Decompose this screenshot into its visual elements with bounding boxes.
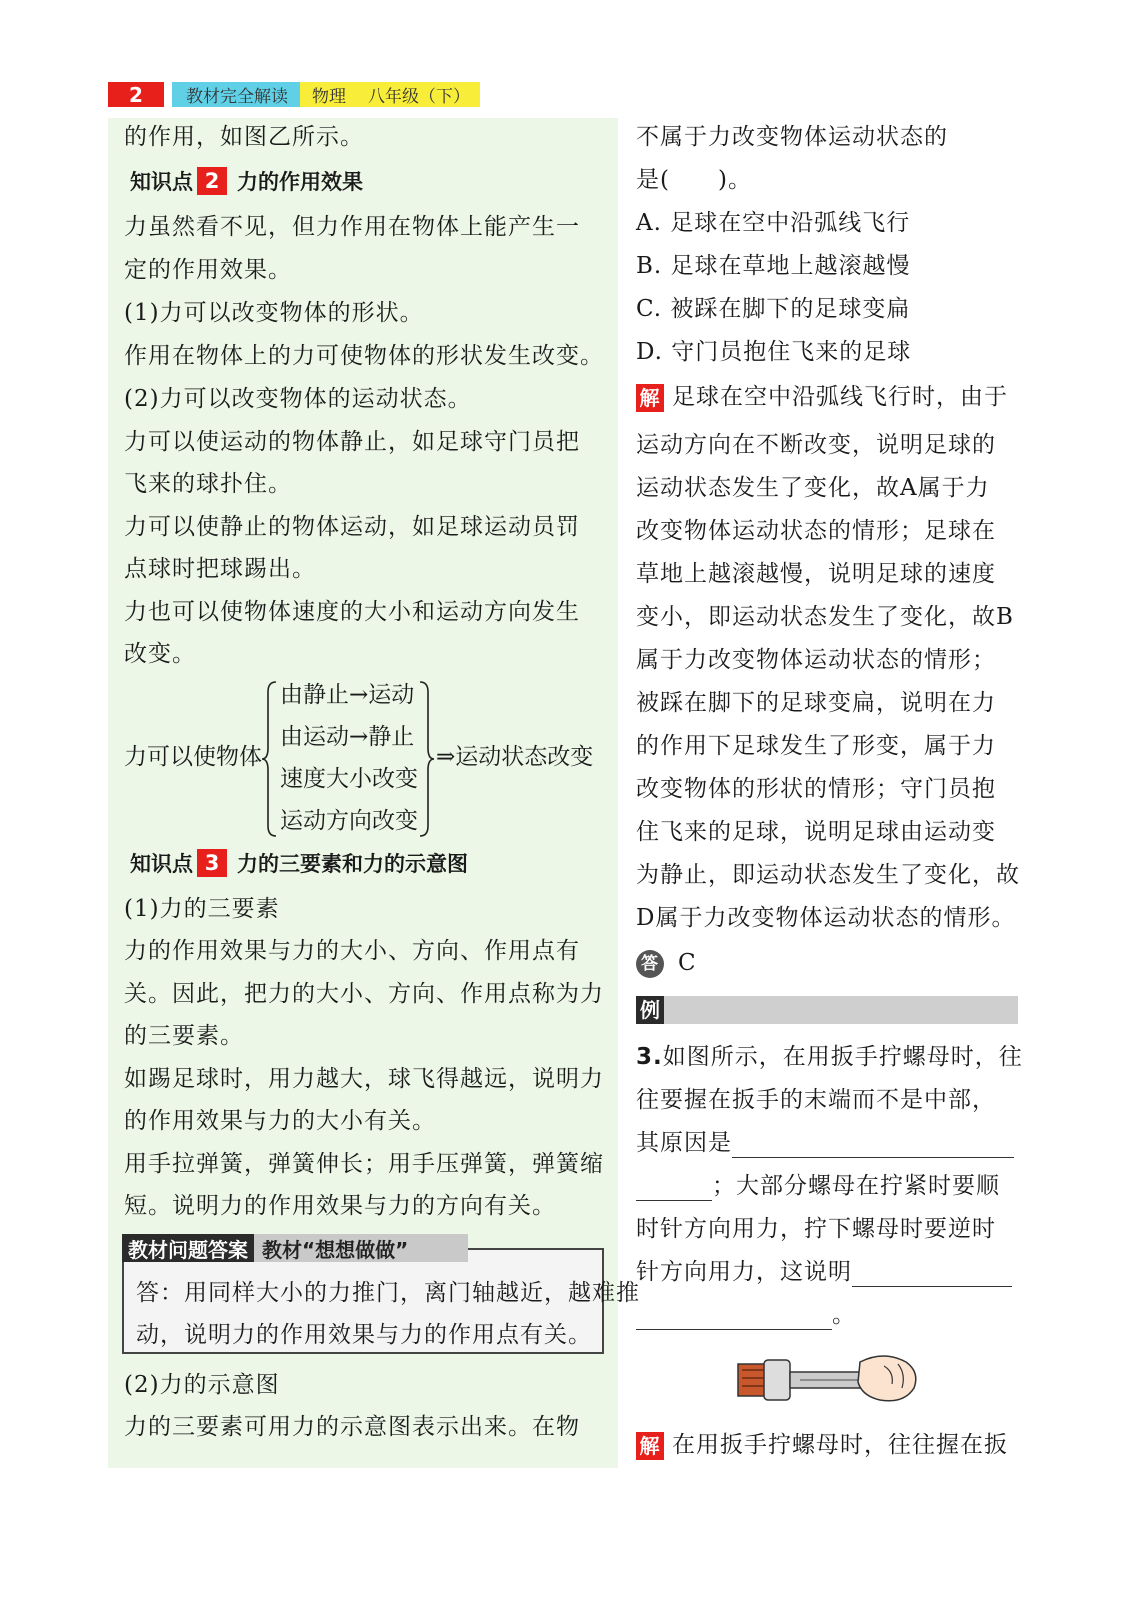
continuation-line: 的作用，如图乙所示。	[124, 124, 364, 150]
diagram-item: 由运动→静止	[280, 724, 415, 750]
diagram-item: 运动方向改变	[280, 808, 418, 834]
solution-line	[636, 382, 1008, 412]
book-title: 教材完全解读	[172, 82, 300, 107]
solution-text: 足球在空中沿弧线飞行时，由于	[672, 384, 1008, 410]
brace-diagram	[124, 680, 614, 838]
text-line: 的三要素。	[124, 1023, 244, 1049]
text-line: 改变。	[124, 641, 196, 667]
solution-line: 被踩在脚下的足球变扁，说明在力	[636, 690, 996, 716]
q3-number: 3.	[636, 1044, 663, 1070]
answer-text-line: 答：用同样大小的力推门，离门轴越近，越难推	[136, 1280, 640, 1306]
q3-line	[636, 1128, 1014, 1158]
right-column	[634, 118, 1023, 1468]
q3-text: ；大部分螺母在拧紧时要顺	[712, 1173, 1000, 1199]
text-line: 用手拉弹簧，弹簧伸长；用手压弹簧，弹簧缩	[124, 1151, 604, 1177]
text-line: 的作用效果与力的大小有关。	[124, 1108, 436, 1134]
text-line: (1)力可以改变物体的形状。	[124, 300, 424, 326]
solution-line: 的作用下足球发生了形变，属于力	[636, 733, 996, 759]
answer-box-subtitle: 教材“想想做做”	[254, 1234, 468, 1262]
question-line: 是( )。	[636, 167, 752, 193]
answer-box-label: 教材问题答案	[122, 1234, 254, 1262]
solution-line: 运动状态发生了变化，故A属于力	[636, 475, 990, 501]
example-bar	[636, 996, 1018, 1024]
kp-title: 力的三要素和力的示意图	[237, 852, 468, 876]
left-column	[108, 118, 640, 1468]
q3-line	[636, 1257, 1012, 1287]
answer-box-tag	[122, 1234, 468, 1262]
text-line: 力也可以使物体速度的大小和运动方向发生	[124, 599, 580, 625]
text-line: 飞来的球扑住。	[124, 471, 292, 497]
text-line: 力虽然看不见，但力作用在物体上能产生一	[124, 214, 580, 240]
question-line: 不属于力改变物体运动状态的	[636, 124, 948, 150]
solution-line: 运动方向在不断改变，说明足球的	[636, 432, 996, 458]
solution-line: 改变物体的形状的情形；守门员抱	[636, 776, 996, 802]
answer-badge: 答	[636, 950, 664, 978]
answer-blank-1-cont[interactable]	[636, 1178, 712, 1201]
text-line: (2)力的示意图	[124, 1372, 280, 1398]
text-line: 定的作用效果。	[124, 257, 292, 283]
answer-value: C	[678, 950, 697, 976]
solution-line: 属于力改变物体运动状态的情形；	[636, 647, 996, 673]
q3-line	[636, 1300, 856, 1330]
solution-line: 草地上越滚越慢，说明足球的速度	[636, 561, 996, 587]
answer-blank-1[interactable]	[732, 1135, 1014, 1158]
answer-text-line: 动，说明力的作用效果与力的作用点有关。	[136, 1322, 592, 1348]
grade: 八年级（下）	[368, 87, 470, 107]
text-line: 点球时把球踢出。	[124, 556, 316, 582]
q3-line	[636, 1042, 1023, 1072]
text-line: 如踢足球时，用力越大，球飞得越远，说明力	[124, 1066, 604, 1092]
text-line: (2)力可以改变物体的运动状态。	[124, 386, 472, 412]
text-line: 关。因此，把力的大小、方向、作用点称为力	[124, 981, 604, 1007]
diagram-item: 由静止→运动	[280, 682, 415, 708]
q3-text: 针方向用力，这说明	[636, 1259, 852, 1285]
solution2-text: 在用扳手拧螺母时，往往握在扳	[672, 1432, 1008, 1458]
knowledge-point-2-heading	[130, 166, 363, 196]
solution-line: 改变物体运动状态的情形；足球在	[636, 518, 996, 544]
solution2-line	[636, 1430, 1008, 1460]
kp-title: 力的作用效果	[237, 170, 363, 194]
kp-number: 3	[197, 849, 227, 877]
solution2-badge: 解	[636, 1432, 664, 1460]
answer-line	[636, 948, 697, 978]
right-brace-icon	[418, 680, 436, 838]
option-b: B. 足球在草地上越滚越慢	[636, 253, 911, 279]
subject-grade	[300, 82, 480, 107]
answer-blank-2[interactable]	[852, 1264, 1012, 1287]
text-line: (1)力的三要素	[124, 896, 280, 922]
text-line: 力的三要素可用力的示意图表示出来。在物	[124, 1414, 580, 1440]
q3-line	[636, 1171, 1000, 1201]
solution-badge: 解	[636, 384, 664, 412]
kp-label: 知识点	[130, 170, 193, 194]
diagram-left-label: 力可以使物体	[124, 744, 262, 770]
text-line: 作用在物体上的力可使物体的形状发生改变。	[124, 343, 604, 369]
solution-line: 为静止，即运动状态发生了变化，故	[636, 862, 1020, 888]
text-line: 力的作用效果与力的大小、方向、作用点有	[124, 938, 580, 964]
text-line: 力可以使静止的物体运动，如足球运动员罚	[124, 514, 580, 540]
text-line: 短。说明力的作用效果与力的方向有关。	[124, 1193, 556, 1219]
text-line: 力可以使运动的物体静止，如足球守门员把	[124, 429, 580, 455]
left-brace-icon	[260, 680, 278, 838]
answer-blank-2-cont[interactable]	[636, 1307, 832, 1330]
q3-line: 往要握在扳手的末端而不是中部，	[636, 1087, 996, 1113]
diagram-item: 速度大小改变	[280, 766, 418, 792]
solution-line: D属于力改变物体运动状态的情形。	[636, 905, 1016, 931]
page-header	[108, 82, 480, 107]
q3-text: 其原因是	[636, 1130, 732, 1156]
kp-number: 2	[197, 167, 227, 195]
example-tag: 例	[636, 996, 664, 1024]
q3-text: 如图所示，在用扳手拧螺母时，往	[662, 1044, 1023, 1070]
wrench-illustration	[734, 1342, 924, 1412]
q3-text: 。	[832, 1302, 856, 1328]
subject: 物理	[312, 87, 346, 107]
option-a: A. 足球在空中沿弧线飞行	[636, 210, 911, 236]
kp-label: 知识点	[130, 852, 193, 876]
knowledge-point-3-heading	[130, 848, 468, 878]
option-c: C. 被踩在脚下的足球变扁	[636, 296, 911, 322]
page-number: 2	[108, 82, 164, 107]
diagram-result: ⇒运动状态改变	[436, 744, 594, 770]
textbook-answer-box	[122, 1237, 640, 1354]
solution-line: 变小，即运动状态发生了变化，故B	[636, 604, 1014, 630]
q3-line: 时针方向用力，拧下螺母时要逆时	[636, 1216, 996, 1242]
option-d: D. 守门员抱住飞来的足球	[636, 339, 912, 365]
solution-line: 住飞来的足球，说明足球由运动变	[636, 819, 996, 845]
